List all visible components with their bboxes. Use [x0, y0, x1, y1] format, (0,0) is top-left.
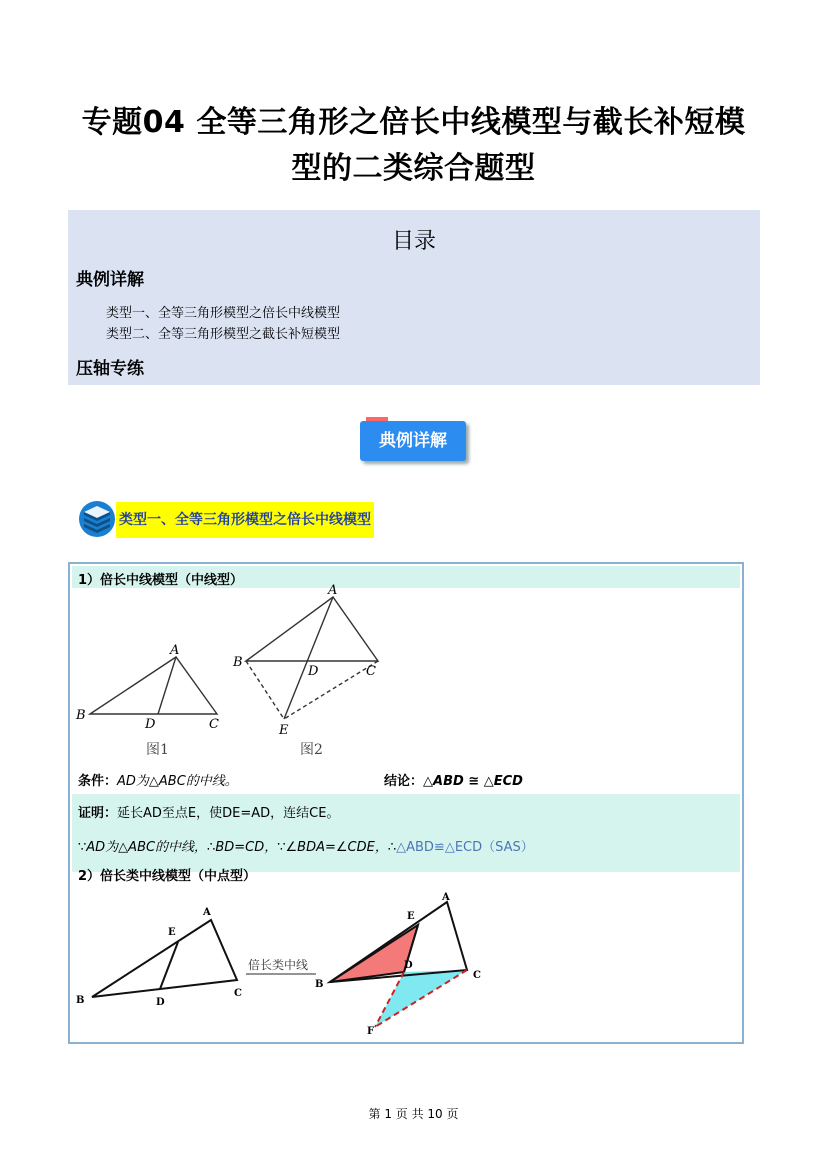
arrow-label: 倍长类中线 — [248, 958, 309, 972]
fig4-label-f: F — [367, 1026, 375, 1037]
title-line-2: 型的二类综合题型 — [291, 151, 536, 186]
conclusion-label: 结论： — [384, 774, 424, 789]
toc-heading: 目录 — [391, 229, 436, 254]
fig3-label-c: C — [234, 988, 242, 999]
fig2-label-e: E — [279, 723, 289, 738]
toc-item-type2[interactable]: 类型二、全等三角形模型之截长补短模型 — [106, 327, 341, 342]
page-footer: 第 1 页 共 10 页 — [368, 1107, 459, 1121]
fig4-label-e: E — [407, 911, 415, 922]
title-line-1: 专题04 全等三角形之倍长中线模型与截长补短模 — [81, 105, 746, 140]
proof-line2-result: △ABD≌△ECD（SAS） — [396, 840, 534, 855]
toc-item-type1[interactable]: 类型一、全等三角形模型之倍长中线模型 — [106, 306, 341, 321]
page-title — [0, 100, 827, 192]
figure-4 — [315, 892, 481, 1037]
type1-heading: 类型一、全等三角形模型之倍长中线模型 — [116, 502, 374, 538]
fig1-label-c: C — [209, 717, 219, 732]
proof-text: 延长AD至点E，使DE=AD，连结CE。 — [117, 806, 340, 821]
model1-figures — [70, 584, 742, 764]
proof-label: 证明： — [78, 806, 118, 821]
model2-figures — [70, 889, 742, 1039]
fig2-label-b: B — [233, 655, 243, 670]
fig3-label-b: B — [76, 995, 85, 1006]
fig4-label-a: A — [442, 892, 450, 903]
conclusion-text: △ABD ≅ △ECD — [423, 774, 523, 789]
section-badge: 典例详解 — [360, 421, 466, 461]
fig4-label-b: B — [315, 979, 324, 990]
fig1-label-b: B — [76, 708, 86, 723]
model2-title: 2）倍长类中线模型（中点型） — [78, 869, 257, 884]
figure-2 — [232, 584, 378, 758]
condition-text: AD为△ABC的中线。 — [117, 774, 238, 789]
condition-line — [78, 770, 238, 789]
model-box — [68, 562, 744, 1044]
proof-line-2 — [78, 836, 534, 855]
book-stack-icon — [78, 500, 116, 538]
fig2-label-a: A — [328, 584, 338, 598]
figure-3 — [76, 907, 242, 1008]
conclusion-line — [384, 770, 523, 789]
figure-1 — [75, 643, 219, 758]
fig3-label-d: D — [156, 997, 165, 1008]
toc-section-examples[interactable]: 典例详解 — [76, 270, 144, 290]
fig3-label-e: E — [168, 927, 176, 938]
fig2-caption: 图2 — [300, 742, 323, 758]
condition-label: 条件： — [78, 774, 118, 789]
table-of-contents — [68, 210, 760, 385]
fig2-label-c: C — [366, 664, 376, 679]
fig1-caption: 图1 — [146, 742, 169, 758]
fig1-label-a: A — [170, 643, 180, 658]
fig1-label-d: D — [145, 717, 156, 732]
arrow-label-group — [246, 957, 316, 974]
fig2-label-d: D — [308, 664, 319, 679]
proof-line-1 — [78, 802, 339, 821]
model1-title: 1）倍长中线模型（中线型） — [78, 573, 244, 588]
fig4-label-c: C — [473, 970, 481, 981]
toc-section-practice[interactable]: 压轴专练 — [76, 359, 144, 379]
proof-line2-text: ∵AD为△ABC的中线，∴BD=CD，∵∠BDA=∠CDE，∴ — [78, 840, 397, 855]
fig3-label-a: A — [203, 907, 211, 918]
fig4-label-d: D — [404, 960, 413, 971]
